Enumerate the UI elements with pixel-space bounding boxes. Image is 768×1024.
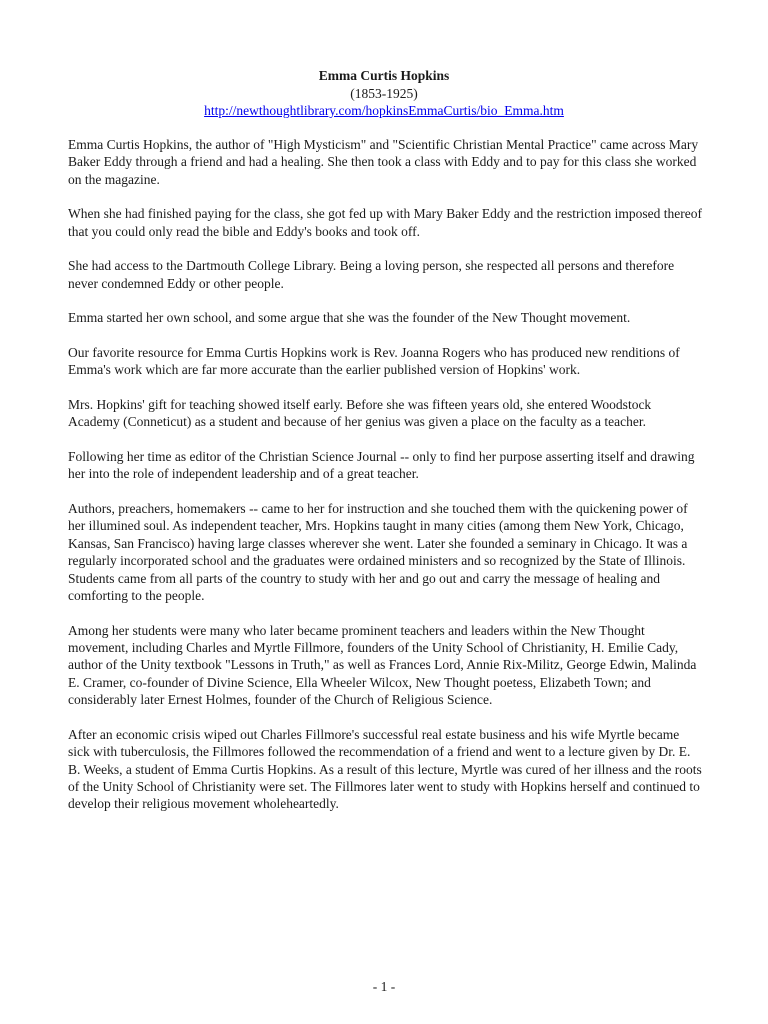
- paragraph: When she had finished paying for the class, she got fed up with Mary Baker Eddy and the restriction imposed thereof that you could only read the bible and Eddy's books and took off.: [68, 206, 702, 239]
- paragraph: She had access to the Dartmouth College Library. Being a loving person, she respected all persons and therefore never condemned Eddy or other people.: [68, 258, 675, 291]
- document-title: Emma Curtis Hopkins: [318, 68, 450, 83]
- paragraph: Following her time as editor of the Christian Science Journal -- only to find her purpose asserting itself and drawing her into the role of independent leadership and of a great teacher.: [68, 449, 695, 482]
- paragraph: Emma started her own school, and some argue that she was the founder of the New Thought movement.: [68, 310, 631, 326]
- source-link[interactable]: http://newthoughtlibrary.com/hopkinsEmmaCurtis/bio_Emma.htm: [204, 103, 564, 118]
- paragraph: Among her students were many who later became prominent teachers and leaders within the New Thought movement, including Charles and Myrtle Fillmore, founders of the Unity School of Christianity, H. Emilie Cady, author of the Unity textbook "Lessons in Truth," as well as Frances Lord, Annie Rix-Militz, George Edwin, Malinda E. Cramer, co-founder of Divine Science, Ella Wheeler Wilcox, New Thought poetess, Elizabeth Town; and considerably later Ernest Holmes, founder of the Church of Religious Science.: [68, 622, 697, 708]
- paragraph: Emma Curtis Hopkins, the author of "High Mysticism" and "Scientific Christian Mental Practice" came across Mary Baker Eddy through a friend and had a healing. She then took a class with Eddy and to pay for this class she worked on the magazine.: [68, 137, 699, 187]
- document-body: [68, 136, 704, 830]
- page-number: - 1 -: [372, 979, 396, 994]
- life-dates: (1853-1925): [350, 85, 418, 101]
- paragraph: After an economic crisis wiped out Charles Fillmore's successful real estate business and his wife Myrtle became sick with tuberculosis, the Fillmores followed the recommendation of a friend and went to a lecture given by Dr. E. B. Weeks, a student of Emma Curtis Hopkins. As a result of this lecture, Myrtle was cured of her illness and the roots of the Unity School of Christianity were set. The Fillmores later went to study with Hopkins herself and continued to develop their religious movement wholeheartedly.: [68, 726, 702, 812]
- document-header: [0, 67, 768, 120]
- paragraph: Authors, preachers, homemakers -- came to her for instruction and she touched them with the quickening power of her illumined soul. As independent teacher, Mrs. Hopkins taught in many cities (among them New York, Chicago, Kansas, San Francisco) having large classes wherever she went. Later she founded a seminary in Chicago. It was a regularly incorporated school and the graduates were ordained ministers and so recognized by the State of Illinois. Students came from all parts of the country to study with her and go out and carry the message of healing and comforting to the people.: [68, 501, 688, 604]
- paragraph: Mrs. Hopkins' gift for teaching showed itself early. Before she was fifteen years old, she entered Woodstock Academy (Conneticut) as a student and because of her genius was given a place on the faculty as a teacher.: [68, 397, 652, 430]
- paragraph: Our favorite resource for Emma Curtis Hopkins work is Rev. Joanna Rogers who has produced new renditions of Emma's work which are far more accurate than the earlier published version of Hopkins' work.: [68, 345, 680, 378]
